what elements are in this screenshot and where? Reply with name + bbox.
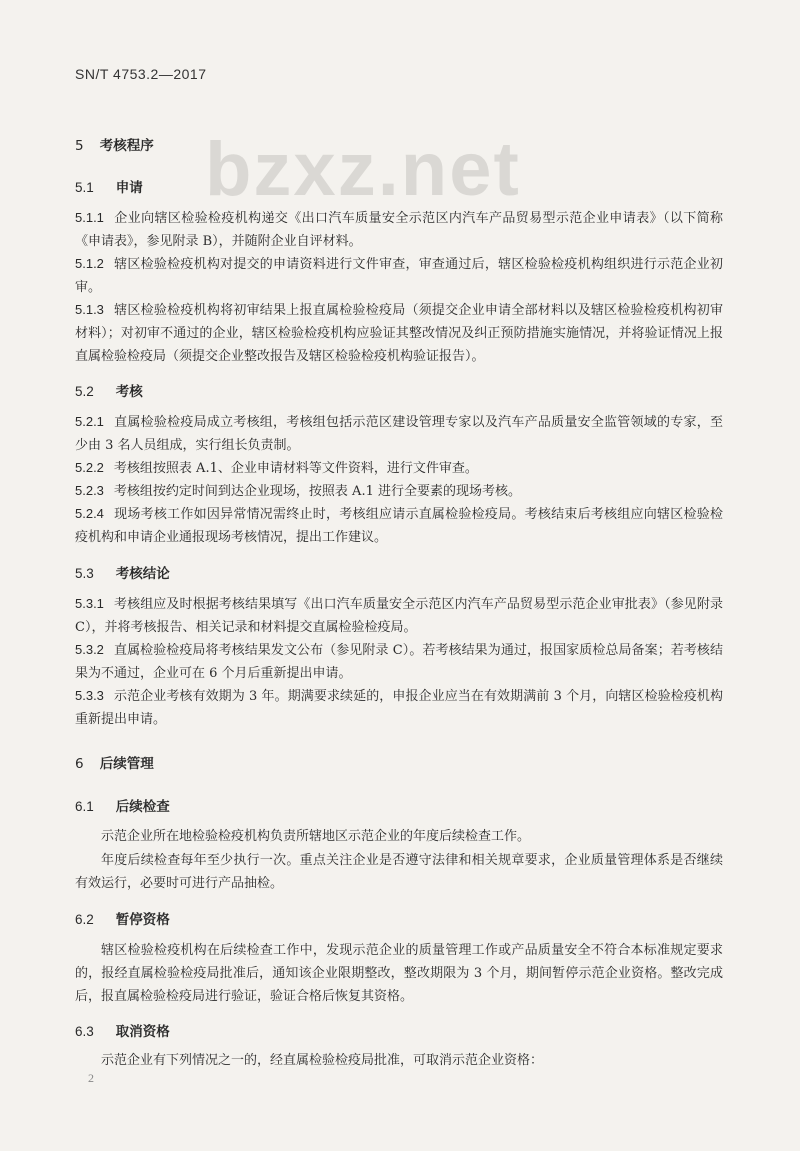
clause-text: 考核组应及时根据考核结果填写《出口汽车质量安全示范区内汽车产品贸易型示范企业审批表》（参见附录 C），并将考核报告、相关记录和材料提交直属检验检疫局。 [75, 597, 723, 635]
clause-number: 5.2.4 [75, 506, 104, 521]
section-5-2-heading [75, 380, 143, 400]
clause-text: 示范企业考核有效期为 3 年。期满要求续延的，申报企业应当在有效期满前 3 个月，向辖区检验检疫机构重新提出申请。 [75, 689, 723, 727]
clause-number: 5.1.2 [75, 256, 104, 271]
section-title: 考核结论 [115, 566, 170, 582]
clause-text: 直属检验检疫局成立考核组，考核组包括示范区建设管理专家以及汽车产品质量安全监管领域的专家，至少由 3 名人员组成，实行组长负责制。 [75, 415, 723, 453]
section-number: 6.3 [75, 1024, 94, 1039]
clause-5-3-1 [75, 592, 723, 639]
section-5-1-heading [75, 176, 143, 196]
clause-5-2-3 [75, 479, 723, 503]
section-title: 后续管理 [99, 756, 154, 772]
clause-text: 辖区检验检疫机构将初审结果上报直属检验检疫局（须提交企业申请全部材料以及辖区检验检疫机构初审材料）；对初审不通过的企业，辖区检验检疫机构应验证其整改情况及纠正预防措施实施情况，并将验证情况上报直属检验检疫局（须提交企业整改报告及辖区检验检疫机构验证报告）。 [75, 303, 723, 364]
section-title: 申请 [115, 180, 143, 196]
clause-number: 5.3.3 [75, 688, 104, 703]
section-6-1-paragraph-1: 示范企业所在地检验检疫机构负责所辖地区示范企业的年度后续检查工作。 [101, 829, 531, 844]
clause-5-2-1 [75, 410, 723, 457]
clause-number: 5.3.1 [75, 596, 104, 611]
section-title: 取消资格 [115, 1024, 170, 1040]
section-number: 6.2 [75, 912, 94, 927]
clause-5-1-2 [75, 252, 723, 299]
clause-5-3-2 [75, 638, 723, 685]
clause-5-2-4 [75, 502, 723, 549]
section-title: 考核 [115, 384, 143, 400]
section-number: 6 [75, 756, 84, 772]
section-number: 5.1 [75, 180, 94, 195]
clause-number: 5.2.3 [75, 483, 104, 498]
section-5-3-heading [75, 562, 170, 582]
clause-number: 5.1.3 [75, 302, 104, 317]
clause-text: 直属检验检疫局将考核结果发文公布（参见附录 C）。若考核结果为通过，报国家质检总局备案；若考核结果为不通过，企业可在 6 个月后重新提出申请。 [75, 643, 723, 681]
section-number: 5 [75, 138, 84, 154]
clause-number: 5.3.2 [75, 642, 104, 657]
section-6-2-paragraph-1: 辖区检验检疫机构在后续检查工作中，发现示范企业的质量管理工作或产品质量安全不符合本标准规定要求的，报经直属检验检疫局批准后，通知该企业限期整改，整改期限为 3 个月，期间暂停示范企业资格。整改完成后，报直属检验检疫局进行验证，验证合格后恢复其资格。 [75, 943, 723, 1004]
clause-5-1-1 [75, 206, 723, 253]
standard-code: SN/T 4753.2—2017 [75, 66, 207, 82]
watermark: bzxz.net [205, 127, 521, 212]
section-6-2-heading [75, 908, 170, 928]
clause-5-3-3 [75, 684, 723, 731]
section-5-heading [75, 134, 154, 154]
clause-number: 5.2.1 [75, 414, 104, 429]
page-number: 2 [88, 1071, 94, 1085]
clause-text: 现场考核工作如因异常情况需终止时，考核组应请示直属检验检疫局。考核结束后考核组应向辖区检验检疫机构和申请企业通报现场考核情况，提出工作建议。 [75, 507, 723, 545]
section-title: 后续检查 [115, 799, 170, 815]
section-6-heading [75, 752, 154, 772]
clause-number: 5.1.1 [75, 210, 104, 225]
clause-text: 辖区检验检疫机构对提交的申请资料进行文件审查，审查通过后，辖区检验检疫机构组织进行示范企业初审。 [75, 257, 723, 295]
section-number: 5.2 [75, 384, 94, 399]
section-title: 考核程序 [99, 138, 154, 154]
clause-number: 5.2.2 [75, 460, 104, 475]
section-6-3-paragraph-1: 示范企业有下列情况之一的，经直属检验检疫局批准，可取消示范企业资格： [101, 1053, 544, 1068]
section-6-1-heading [75, 795, 170, 815]
section-title: 暂停资格 [115, 912, 170, 928]
clause-5-1-3 [75, 298, 723, 368]
section-number: 5.3 [75, 566, 94, 581]
clause-5-2-2 [75, 456, 723, 480]
section-6-1-paragraph-2: 年度后续检查每年至少执行一次。重点关注企业是否遵守法律和相关规章要求，企业质量管理体系是否继续有效运行，必要时可进行产品抽检。 [75, 853, 723, 891]
section-number: 6.1 [75, 799, 94, 814]
clause-text: 考核组按约定时间到达企业现场，按照表 A.1 进行全要素的现场考核。 [113, 484, 521, 499]
clause-text: 企业向辖区检验检疫机构递交《出口汽车质量安全示范区内汽车产品贸易型示范企业申请表》（以下简称《申请表》，参见附录 B），并随附企业自评材料。 [75, 211, 723, 249]
clause-text: 考核组按照表 A.1、企业申请材料等文件资料，进行文件审查。 [113, 461, 478, 476]
section-6-3-heading [75, 1020, 170, 1040]
